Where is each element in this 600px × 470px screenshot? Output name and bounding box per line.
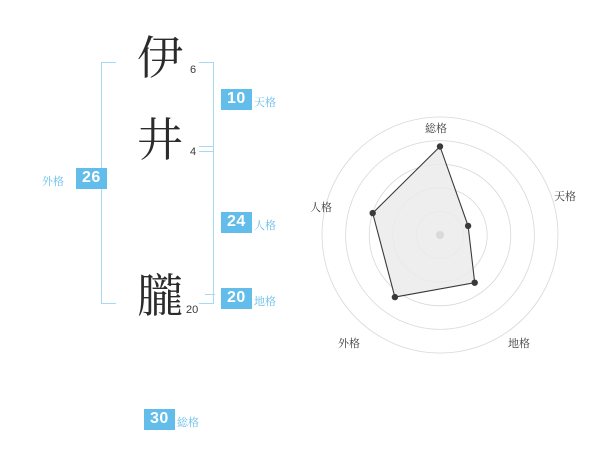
radar-axis-label-tenkaku: 天格 (554, 191, 576, 203)
radar-axis-label-chikaku: 地格 (508, 338, 530, 350)
value-chip-tenkaku: 10 (221, 89, 252, 110)
radar-series-area (373, 147, 475, 298)
value-chip-chikaku: 20 (221, 288, 252, 309)
value-label-chikaku: 地格 (254, 296, 276, 308)
stroke-count-3: 20 (186, 304, 199, 316)
name-character-3: 朧 (137, 271, 183, 322)
stroke-count-2: 4 (190, 146, 197, 158)
radar-chart (300, 105, 580, 370)
value-label-jinkaku: 人格 (254, 220, 276, 232)
radar-center-dot (436, 231, 444, 239)
radar-axis-label-jinkaku: 人格 (310, 202, 332, 214)
value-chip-jinkaku: 24 (221, 212, 252, 233)
bracket-jinkaku (199, 146, 214, 304)
value-label-gaikaku: 外格 (42, 176, 64, 188)
radar-axis-label-soukaku: 総格 (425, 123, 447, 135)
stroke-count-1: 6 (190, 64, 197, 76)
radar-axis-label-gaikaku: 外格 (338, 338, 360, 350)
name-character-2: 井 (137, 115, 183, 166)
value-label-soukaku: 総格 (177, 417, 199, 429)
name-character-1: 伊 (137, 33, 183, 84)
value-label-tenkaku: 天格 (254, 97, 276, 109)
value-chip-gaikaku: 26 (76, 168, 107, 189)
bracket-chikaku (205, 294, 215, 295)
value-chip-soukaku: 30 (144, 409, 175, 430)
bracket-tenkaku (199, 62, 214, 152)
